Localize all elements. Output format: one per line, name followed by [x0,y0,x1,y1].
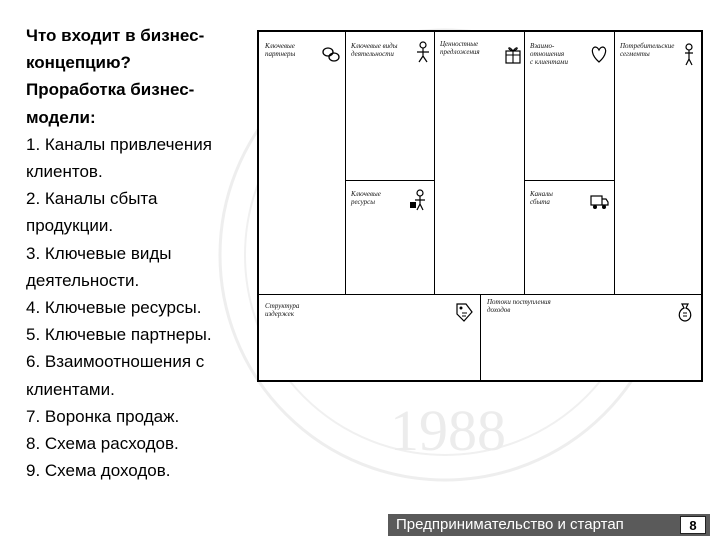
gift-icon [503,42,523,66]
list-item: клиентами. [26,379,115,399]
list-item: продукции. [26,216,114,236]
channels-label: Каналы сбыта [530,190,553,206]
chain-link-icon [321,42,341,66]
person-icon [679,42,699,66]
list-item: клиентов. [26,162,103,182]
left-text-block [26,22,261,484]
list-item: 6. Взаимоотношения с [26,352,205,372]
value-propositions-label: Ценностные предложения [440,40,480,56]
revenue-streams-label: Потоки поступления доходов [487,298,551,314]
page-number: 8 [680,516,706,534]
key-partners-label: Ключевые партнеры [265,42,296,58]
price-tag-icon [454,300,474,324]
divider [345,32,346,294]
heading-line: концепцию? [26,53,131,73]
list-item: 8. Схема расходов. [26,434,179,454]
heading-line: Проработка бизнес- [26,80,195,100]
divider [614,32,615,294]
business-model-canvas [257,30,703,382]
divider [480,294,481,380]
divider [524,32,525,294]
worker-bag-icon [409,188,429,212]
heading-line: Что входит в бизнес- [26,26,205,45]
list-item: 7. Воронка продаж. [26,406,180,426]
heart-icon [589,42,609,66]
list-item: 5. Ключевые партнеры. [26,325,212,345]
customer-relationships-label: Взаимо- отношения с клиентами [530,42,569,66]
customer-segments-label: Потребительские сегменты [620,42,675,58]
money-bag-icon [675,300,695,324]
list-item: 9. Схема доходов. [26,461,171,481]
list-item: 2. Каналы сбыта [26,189,158,209]
footer-title: Предпринимательство и стартап [396,516,624,533]
key-activities-label: Ключевые виды деятельности [351,42,398,58]
cost-structure-label: Структура издержек [265,302,300,318]
divider [434,32,435,294]
truck-icon [589,188,609,212]
list-item: 3. Ключевые виды [26,243,172,263]
list-item: 4. Ключевые ресурсы. [26,298,202,318]
heading-line: модели: [26,107,96,127]
key-resources-label: Ключевые ресурсы [351,190,381,206]
watermark-year: 1988 [390,398,506,463]
divider [524,180,615,181]
footer-bar [388,514,710,536]
divider [345,180,435,181]
list-item: деятельности. [26,270,140,290]
list-item: 1. Каналы привлечения [26,134,212,154]
worker-icon [413,40,433,64]
